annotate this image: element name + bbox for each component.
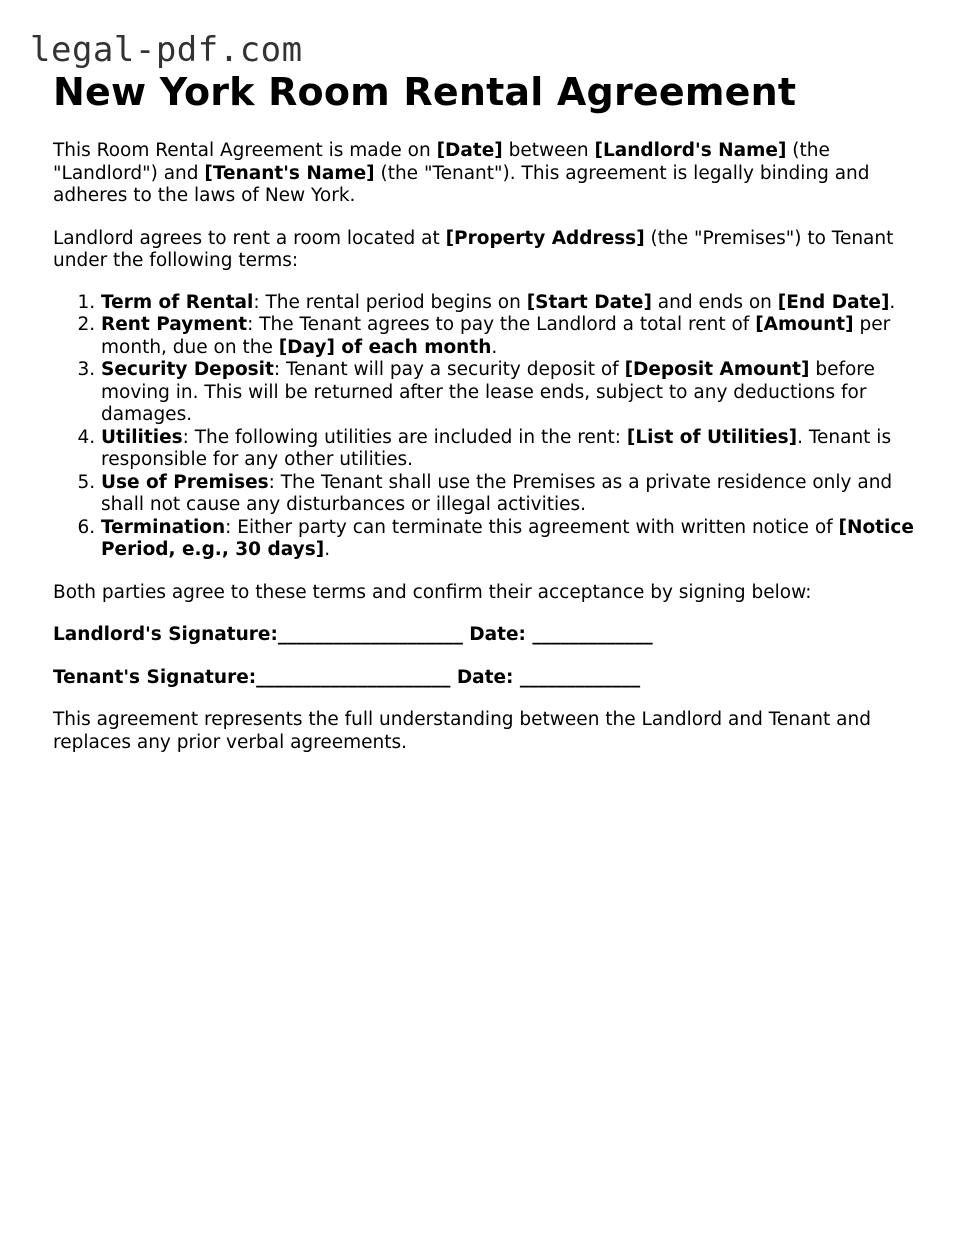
property-address-placeholder: [Property Address] [445, 227, 645, 249]
term-text: before moving in. This will be returned after the lease ends, subject to any deductions for damages. [101, 359, 875, 425]
notice-period-placeholder: [Notice Period, e.g., 30 days] [101, 516, 914, 560]
intro-text: (the "Landlord") and [53, 140, 830, 184]
premises-text: Landlord agrees to rent a room located at [53, 227, 446, 249]
term-text: : Tenant will pay a security deposit of [273, 359, 625, 380]
term-text: . [491, 336, 498, 358]
term-label: Term of Rental [101, 291, 254, 313]
start-date-placeholder: [Start Date] [526, 291, 652, 313]
term-label: Utilities [101, 426, 183, 448]
document-title: New York Room Rental Agreement [53, 70, 797, 114]
term-text: . [889, 291, 896, 313]
term-text: : The Tenant agrees to pay the Landlord a total rent of [247, 314, 756, 335]
landlord-signature-line: Landlord's Signature:____________________ Date: _____________ [53, 624, 653, 645]
closing-paragraph: This agreement represents the full understanding between the Landlord and Tenant and replaces any prior verbal agreements. [53, 709, 871, 753]
term-text: : The Tenant shall use the Premises as a private residence only and shall not cause any disturbances or illegal activities. [101, 471, 893, 515]
term-label: Rent Payment [101, 314, 248, 335]
end-date-placeholder: [End Date] [777, 291, 890, 313]
tenant-name-placeholder: [Tenant's Name] [204, 162, 375, 184]
amount-placeholder: [Amount] [755, 314, 854, 335]
term-label: Termination [101, 516, 226, 538]
watermark-logo: legal-pdf.com [30, 30, 303, 70]
term-item-use-of-premises [101, 472, 923, 517]
document-page [53, 68, 923, 754]
acceptance-paragraph: Both parties agree to these terms and confirm their acceptance by signing below: [53, 581, 812, 603]
term-item-rental-period [101, 292, 923, 315]
premises-text: (the "Premises") to Tenant under the following terms: [53, 227, 894, 271]
intro-text: This Room Rental Agreement is made on [53, 140, 437, 161]
intro-paragraph [53, 140, 923, 208]
term-text: per month, due on the [101, 314, 891, 358]
date-placeholder: [Date] [436, 140, 503, 161]
intro-text: (the "Tenant"). This agreement is legally binding and adheres to the laws of New York. [53, 162, 870, 206]
utilities-placeholder: [List of Utilities] [626, 426, 798, 448]
term-item-rent-payment [101, 314, 923, 359]
terms-list [53, 292, 923, 562]
term-text: : Either party can terminate this agreement with written notice of [225, 516, 839, 538]
term-text: . Tenant is responsible for any other utilities. [101, 426, 892, 470]
day-placeholder: [Day] of each month [278, 336, 492, 358]
term-text: : The following utilities are included in the rent: [182, 426, 627, 448]
term-text: and ends on [651, 291, 778, 313]
term-label: Use of Premises [101, 471, 269, 493]
term-label: Security Deposit [101, 359, 274, 380]
term-item-utilities [101, 427, 923, 472]
tenant-signature-line: Tenant's Signature:_____________________ Date: _____________ [53, 666, 641, 688]
term-item-security-deposit [101, 359, 923, 427]
landlord-name-placeholder: [Landlord's Name] [594, 140, 787, 161]
premises-paragraph [53, 228, 923, 273]
intro-text: between [502, 140, 595, 161]
deposit-placeholder: [Deposit Amount] [624, 359, 810, 380]
term-text: : The rental period begins on [253, 291, 527, 313]
term-item-termination [101, 517, 923, 562]
term-text: . [324, 539, 331, 560]
